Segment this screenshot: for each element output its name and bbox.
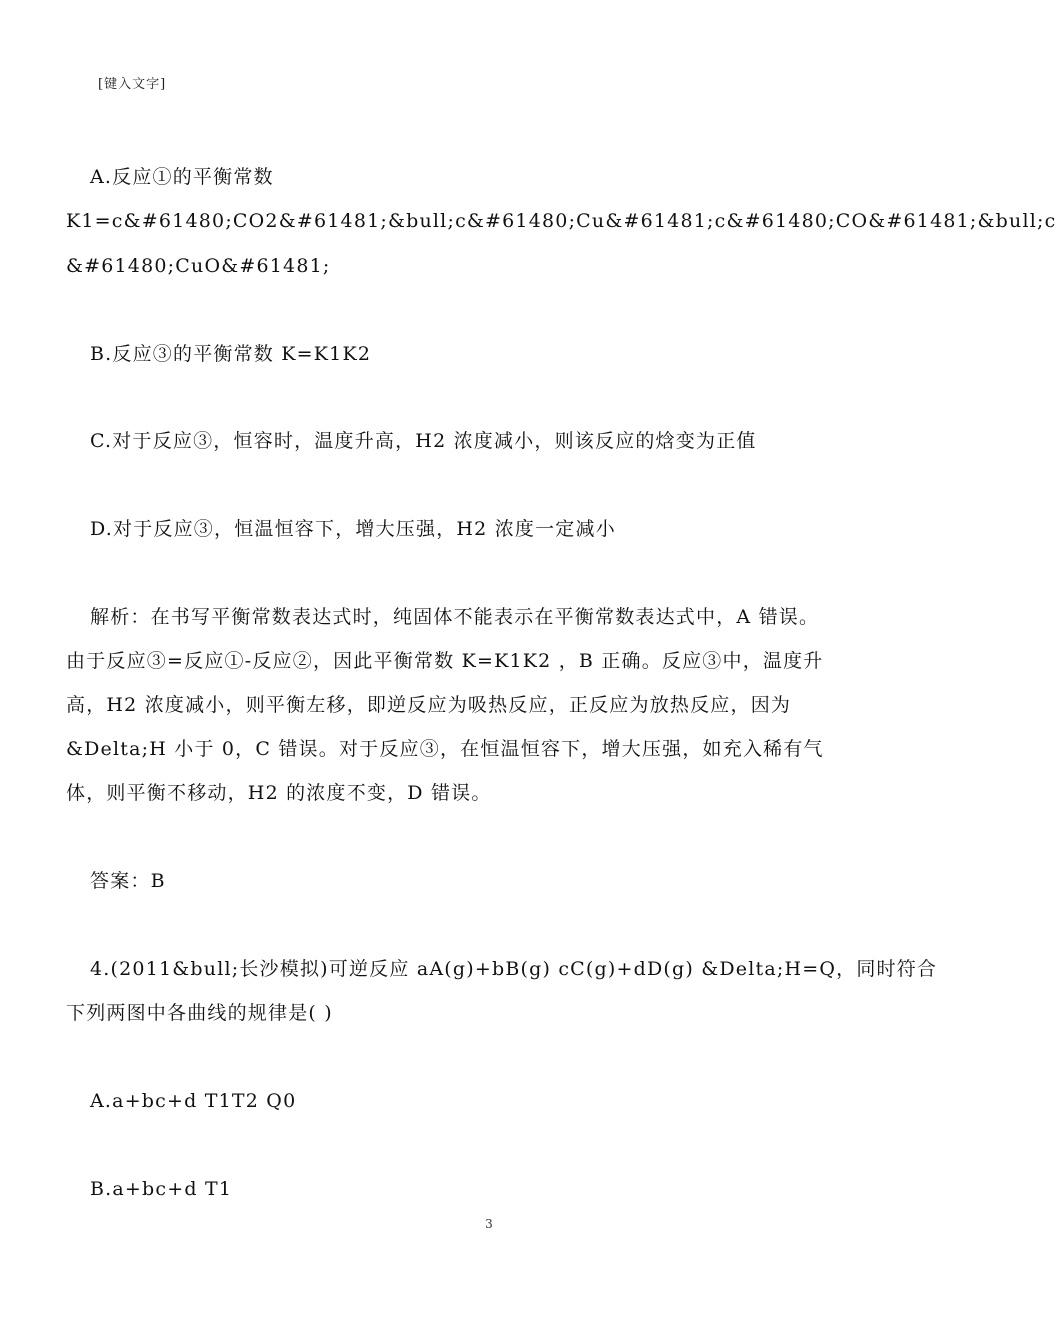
question-4-line-1: 4.(2011&bull;长沙模拟)可逆反应 aA(g)+bB(g) cC(g)+dD(g) &Delta;H=Q，同时符合 xyxy=(90,958,938,980)
option-d-line: D.对于反应③，恒温恒容下，增大压强，H2 浓度一定减小 xyxy=(90,518,616,540)
page-number: 3 xyxy=(485,1217,493,1231)
page-header: [键入文字] xyxy=(98,77,167,92)
question-4-option-a: A.a+bc+d T1T2 Q0 xyxy=(90,1090,297,1112)
analysis-line-1: 解析：在书写平衡常数表达式时，纯固体不能表示在平衡常数表达式中，A 错误。 xyxy=(90,606,820,628)
analysis-line-2: 由于反应③=反应①-反应②，因此平衡常数 K=K1K2 ，B 正确。反应③中，温度升 xyxy=(66,650,824,672)
analysis-line-5: 体，则平衡不移动，H2 的浓度不变，D 错误。 xyxy=(66,782,492,804)
option-a-line-2: K1=c&#61480;CO2&#61481;&bull;c&#61480;Cu&#61481;c&#61480;CO&#61481;&bull;c xyxy=(66,210,1056,232)
option-b-line: B.反应③的平衡常数 K=K1K2 xyxy=(90,343,372,365)
question-4-option-b: B.a+bc+d T1 xyxy=(90,1178,233,1200)
analysis-line-3: 高，H2 浓度减小，则平衡左移，即逆反应为吸热反应，正反应为放热反应，因为 xyxy=(66,694,792,716)
option-c-line: C.对于反应③，恒容时，温度升高，H2 浓度减小，则该反应的焓变为正值 xyxy=(90,430,757,452)
option-a-line-1: A.反应①的平衡常数 xyxy=(90,166,274,188)
answer-line: 答案：B xyxy=(90,870,166,892)
analysis-line-4: &Delta;H 小于 0，C 错误。对于反应③，在恒温恒容下，增大压强，如充入稀有气 xyxy=(66,738,824,760)
question-4-line-2: 下列两图中各曲线的规律是( ) xyxy=(66,1002,333,1024)
option-a-line-3: &#61480;CuO&#61481; xyxy=(66,255,331,277)
